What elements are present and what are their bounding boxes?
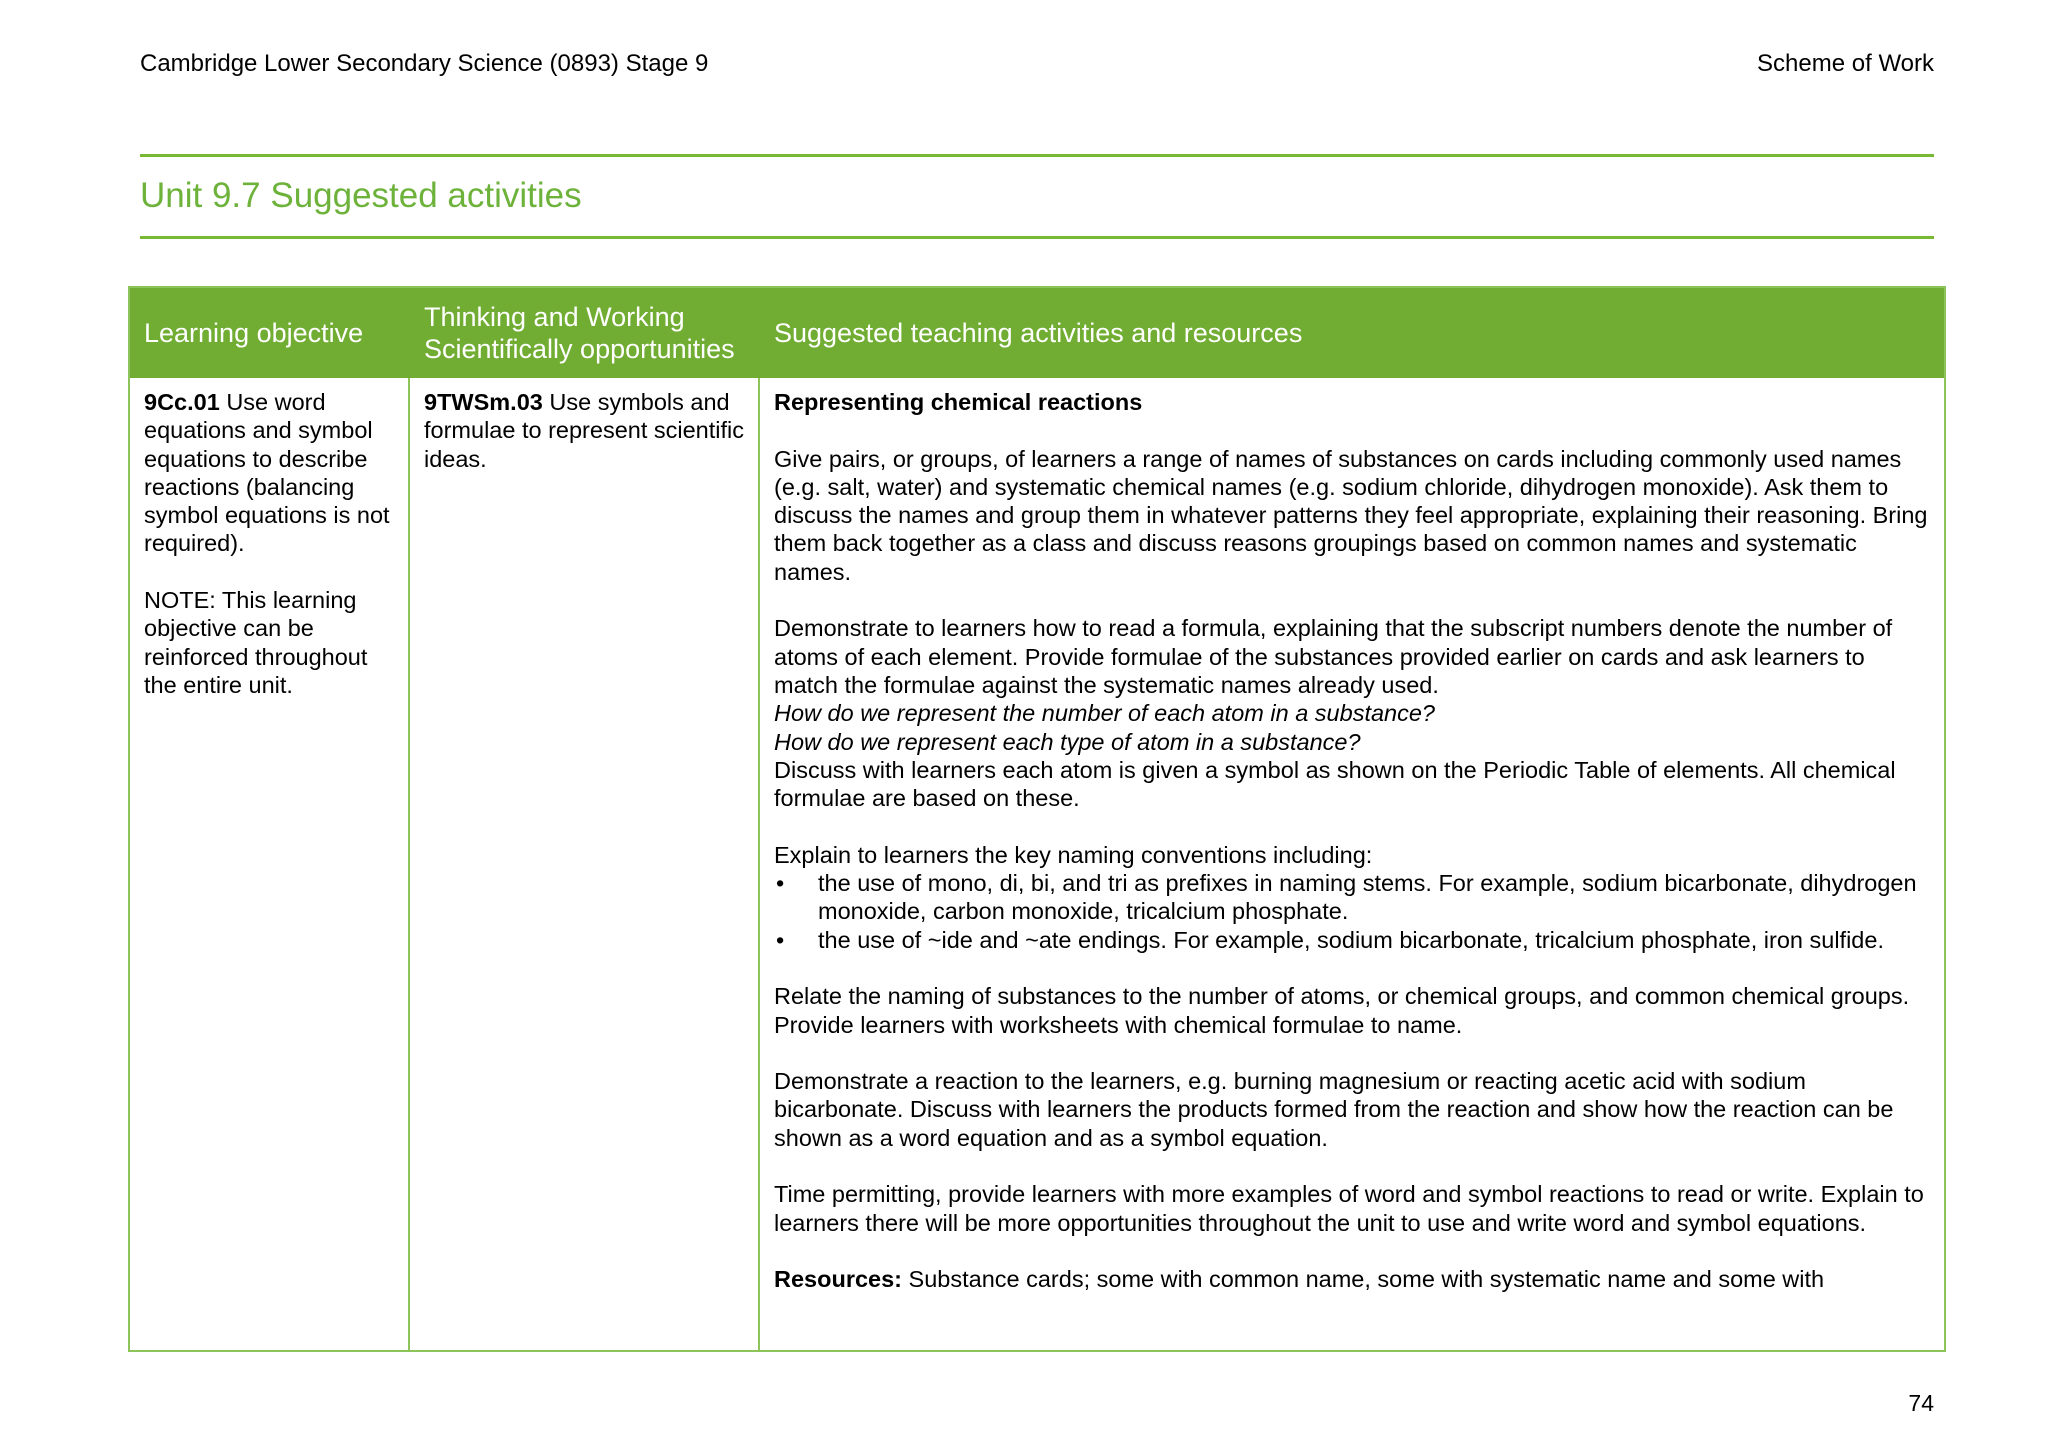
list-item bbox=[774, 926, 1932, 954]
list-item bbox=[774, 869, 1932, 926]
title-rule-bottom bbox=[140, 236, 1934, 239]
running-header-section: Scheme of Work bbox=[1757, 50, 1934, 77]
resources-text: Substance cards; some with common name, some with systematic name and some with bbox=[908, 1266, 1825, 1293]
column-header-activities: Suggested teaching activities and resources bbox=[774, 318, 1303, 348]
resources-label: Resources: bbox=[774, 1266, 902, 1293]
list-item-text: the use of ~ide and ~ate endings. For example, sodium bicarbonate, tricalcium phosphate, iron sulfide. bbox=[818, 926, 1884, 953]
running-header-title: Cambridge Lower Secondary Science (0893) Stage 9 bbox=[140, 50, 709, 77]
activity-paragraph: Relate the naming of substances to the number of atoms, or chemical groups, and common chemical groups. Provide learners with worksheets with chemical formulae to name. bbox=[774, 983, 1910, 1038]
discussion-question: How do we represent the number of each atom in a substance? bbox=[774, 700, 1435, 727]
twso-text: Use symbols and formulae to represent scientific ideas. bbox=[424, 389, 745, 472]
column-header-twso: Thinking and Working Scientifically opportunities bbox=[424, 302, 735, 364]
cell-twso bbox=[410, 378, 760, 1352]
objective-code: 9Cc.01 bbox=[144, 389, 220, 415]
bullet-icon: • bbox=[776, 870, 785, 897]
list-item-text: the use of mono, di, bi, and tri as prefixes in naming stems. For example, sodium bicarbonate, dihydrogen monoxide, carbon monoxide, tricalcium phosphate. bbox=[818, 870, 1917, 925]
discussion-question: How do we represent each type of atom in a substance? bbox=[774, 728, 1361, 755]
table-header-row bbox=[130, 288, 1944, 378]
activity-paragraph: Demonstrate to learners how to read a formula, explaining that the subscript numbers denote the number of atoms of each element. Provide formulae of the substances provided earlier on cards and ask learners to match the formulae against the systematic names already used. bbox=[774, 615, 1893, 698]
page-number: 74 bbox=[1908, 1390, 1934, 1416]
activity-paragraph: Explain to learners the key naming conventions including: bbox=[774, 841, 1373, 868]
objective-text: Use word equations and symbol equations to describe reactions (balancing symbol equations is not required). bbox=[144, 389, 390, 557]
column-header-objective: Learning objective bbox=[144, 318, 364, 348]
activities-table bbox=[128, 286, 1946, 1352]
cell-learning-objective bbox=[130, 378, 410, 1352]
activity-paragraph: Discuss with learners each atom is given a symbol as shown on the Periodic Table of elements. All chemical formulae are based on these. bbox=[774, 756, 1896, 812]
twso-code: 9TWSm.03 bbox=[424, 389, 543, 415]
activity-paragraph: Demonstrate a reaction to the learners, e.g. burning magnesium or reacting acetic acid with sodium bicarbonate. Discuss with learners the products formed from the reaction and show how the reaction can be shown as a word equation and as a symbol equation. bbox=[774, 1068, 1894, 1151]
title-rule-top bbox=[140, 154, 1934, 157]
resources-line bbox=[774, 1265, 1932, 1293]
bullet-icon: • bbox=[776, 926, 785, 953]
table-row bbox=[130, 378, 1944, 1352]
objective-statement bbox=[144, 388, 396, 558]
activity-heading: Representing chemical reactions bbox=[774, 389, 1143, 415]
objective-note: NOTE: This learning objective can be reinforced throughout the entire unit. bbox=[144, 587, 368, 698]
twso-statement bbox=[424, 388, 746, 473]
activity-paragraph: Give pairs, or groups, of learners a range of names of substances on cards including commonly used names (e.g. salt, water) and systematic chemical names (e.g. sodium chloride, dihydrogen monoxide). Ask them to discuss the names and group them in whatever patterns they feel appropriate, explaining their reasoning. Bring them back together as a class and discuss reasons groupings based on common names and systematic names. bbox=[774, 445, 1928, 585]
activity-paragraph: Time permitting, provide learners with more examples of word and symbol reactions to read or write. Explain to learners there will be more opportunities throughout the unit to use and write word and symbol equations. bbox=[774, 1181, 1924, 1236]
page-title: Unit 9.7 Suggested activities bbox=[140, 176, 582, 215]
cell-activities bbox=[760, 378, 1944, 1352]
